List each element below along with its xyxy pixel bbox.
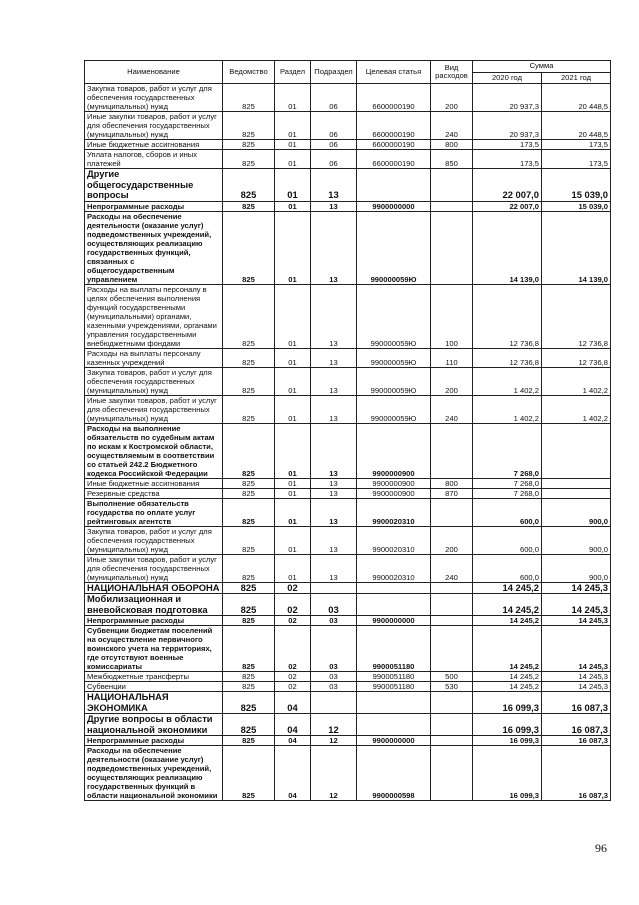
cell-razd: 02 [275,672,311,682]
cell-s2021: 173,5 [542,140,611,150]
table-row [85,582,611,594]
cell-s2020: 600,0 [473,554,542,582]
table-row [85,150,611,169]
cell-podr: 13 [311,169,357,202]
cell-razd: 01 [275,211,311,284]
header-2021: 2021 год [542,72,611,84]
cell-ved: 825 [223,284,275,348]
cell-s2021: 20 448,5 [542,112,611,140]
table-row [85,714,611,736]
cell-s2020: 14 245,2 [473,594,542,616]
cell-vr: 850 [431,150,473,169]
cell-s2020: 12 736,8 [473,284,542,348]
cell-podr: 13 [311,367,357,395]
cell-s2021: 14 245,3 [542,672,611,682]
cell-razd: 01 [275,284,311,348]
cell-vr [431,594,473,616]
cell-name: Резервные средства [85,488,223,498]
header-vid-raskhodov: Вид расходов [431,61,473,84]
table-row [85,211,611,284]
cell-ved: 825 [223,150,275,169]
cell-podr: 06 [311,140,357,150]
table-row [85,112,611,140]
cell-name: Мобилизационная и вневойсковая подготовка [85,594,223,616]
cell-name: Расходы на выполнение обязательств по судебным актам по искам к Костромской области, осуществляемым в соответствии со статьей 242.2 Бюджетного кодекса Российской Федерации [85,423,223,478]
cell-name: Расходы на обеспечение деятельности (оказание услуг) подведомственных учреждений, осуществляющих реализацию государственных функций в области национальной экономики [85,746,223,801]
cell-cs: 9900020310 [357,554,431,582]
cell-vr: 240 [431,554,473,582]
header-podrazdel: Подраздел [311,61,357,84]
cell-s2021: 14 245,3 [542,616,611,626]
cell-ved: 825 [223,746,275,801]
cell-name: Расходы на выплаты персоналу в целях обеспечения выполнения функций государственными (муниципальными) органами, казенными учреждениями, органами управления государственными внебюджетными фондами [85,284,223,348]
cell-podr: 03 [311,682,357,692]
cell-vr: 870 [431,488,473,498]
cell-razd: 04 [275,746,311,801]
cell-podr: 13 [311,488,357,498]
table-row [85,498,611,526]
budget-table [84,60,611,801]
cell-s2020: 1 402,2 [473,367,542,395]
cell-ved: 825 [223,594,275,616]
cell-cs: 6600000190 [357,150,431,169]
cell-cs [357,692,431,714]
cell-s2021 [542,488,611,498]
table-row [85,284,611,348]
table-row [85,746,611,801]
cell-podr: 12 [311,746,357,801]
cell-name: Иные закупки товаров, работ и услуг для обеспечения государственных (муниципальных) нужд [85,395,223,423]
cell-s2021: 16 087,3 [542,746,611,801]
cell-podr: 13 [311,201,357,211]
cell-vr: 800 [431,478,473,488]
table-row [85,84,611,112]
cell-s2021: 1 402,2 [542,395,611,423]
cell-s2021: 15 039,0 [542,169,611,202]
cell-razd: 04 [275,692,311,714]
cell-s2020: 20 937,3 [473,112,542,140]
header-vedomstvo: Ведомство [223,61,275,84]
cell-name: Иные закупки товаров, работ и услуг для обеспечения государственных (муниципальных) нужд [85,112,223,140]
cell-razd: 02 [275,682,311,692]
cell-vr [431,626,473,672]
cell-cs: 9900000900 [357,488,431,498]
cell-podr [311,582,357,594]
cell-s2020: 20 937,3 [473,84,542,112]
cell-s2020: 173,5 [473,150,542,169]
cell-s2020: 14 245,2 [473,582,542,594]
cell-podr: 13 [311,284,357,348]
cell-ved: 825 [223,112,275,140]
cell-razd: 01 [275,140,311,150]
cell-razd: 01 [275,526,311,554]
cell-podr: 03 [311,594,357,616]
cell-ved: 825 [223,672,275,682]
cell-ved: 825 [223,84,275,112]
cell-s2020: 16 099,3 [473,692,542,714]
cell-s2020: 22 007,0 [473,201,542,211]
cell-podr [311,692,357,714]
cell-podr: 06 [311,84,357,112]
cell-podr: 03 [311,616,357,626]
cell-name: Субвенции бюджетам поселений на осуществление первичного воинского учета на территориях, где отсутствуют военные комиссариаты [85,626,223,672]
cell-s2021: 14 245,3 [542,582,611,594]
cell-name: Иные закупки товаров, работ и услуг для обеспечения государственных (муниципальных) нужд [85,554,223,582]
cell-ved: 825 [223,348,275,367]
page-number: 96 [595,841,607,855]
cell-ved: 825 [223,736,275,746]
cell-razd: 01 [275,423,311,478]
cell-vr [431,582,473,594]
cell-vr [431,211,473,284]
cell-s2020: 16 099,3 [473,746,542,801]
cell-vr [431,714,473,736]
cell-razd: 01 [275,169,311,202]
cell-cs: 990000059Ю [357,284,431,348]
cell-vr: 500 [431,672,473,682]
cell-cs: 9900000900 [357,478,431,488]
cell-podr: 13 [311,526,357,554]
header-summa: Сумма [473,61,611,73]
cell-s2020: 14 245,2 [473,682,542,692]
cell-razd: 02 [275,594,311,616]
cell-ved: 825 [223,526,275,554]
cell-s2021: 14 245,3 [542,594,611,616]
cell-cs: 9900020310 [357,526,431,554]
cell-cs: 990000059Ю [357,348,431,367]
cell-cs [357,714,431,736]
cell-cs [357,169,431,202]
cell-s2020: 600,0 [473,498,542,526]
cell-vr [431,201,473,211]
cell-podr: 13 [311,348,357,367]
table-row [85,140,611,150]
cell-podr: 13 [311,211,357,284]
cell-ved: 825 [223,682,275,692]
cell-podr: 13 [311,498,357,526]
cell-razd: 01 [275,112,311,140]
cell-cs: 6600000190 [357,112,431,140]
table-row [85,626,611,672]
cell-ved: 825 [223,423,275,478]
cell-ved: 825 [223,367,275,395]
cell-vr: 200 [431,367,473,395]
cell-podr: 13 [311,395,357,423]
cell-vr: 240 [431,395,473,423]
cell-ved: 825 [223,626,275,672]
cell-razd: 04 [275,714,311,736]
cell-razd: 01 [275,498,311,526]
cell-vr: 200 [431,526,473,554]
table-row [85,736,611,746]
table-row [85,367,611,395]
cell-cs: 990000059Ю [357,395,431,423]
cell-s2020: 7 268,0 [473,423,542,478]
cell-ved: 825 [223,488,275,498]
cell-cs: 9900000000 [357,616,431,626]
cell-razd: 01 [275,478,311,488]
cell-s2020: 12 736,8 [473,348,542,367]
cell-vr [431,736,473,746]
cell-s2020: 173,5 [473,140,542,150]
header-name: Наименование [85,61,223,84]
cell-name: Иные бюджетные ассигнования [85,140,223,150]
cell-razd: 01 [275,201,311,211]
cell-razd: 01 [275,395,311,423]
cell-cs: 9900051180 [357,682,431,692]
cell-cs: 9900000000 [357,201,431,211]
table-row [85,554,611,582]
cell-ved: 825 [223,714,275,736]
cell-cs: 990000059Ю [357,367,431,395]
cell-vr: 100 [431,284,473,348]
cell-podr: 06 [311,112,357,140]
cell-name: НАЦИОНАЛЬНАЯ ОБОРОНА [85,582,223,594]
cell-vr [431,746,473,801]
cell-s2021: 900,0 [542,498,611,526]
cell-s2021: 14 245,3 [542,682,611,692]
cell-podr: 12 [311,736,357,746]
cell-ved: 825 [223,140,275,150]
cell-cs: 6600000190 [357,140,431,150]
table-row [85,672,611,682]
cell-vr [431,692,473,714]
cell-ved: 825 [223,554,275,582]
cell-ved: 825 [223,582,275,594]
header-tselevaya-statya: Целевая статья [357,61,431,84]
cell-cs [357,594,431,616]
cell-name: Субвенции [85,682,223,692]
header-row [85,61,611,73]
cell-cs: 990000059Ю [357,211,431,284]
cell-s2021: 16 087,3 [542,692,611,714]
cell-ved: 825 [223,478,275,488]
cell-cs: 9900020310 [357,498,431,526]
cell-razd: 01 [275,150,311,169]
cell-name: Другие вопросы в области национальной экономики [85,714,223,736]
cell-ved: 825 [223,395,275,423]
cell-cs: 9900051180 [357,672,431,682]
table-row [85,201,611,211]
cell-ved: 825 [223,201,275,211]
cell-name: Иные бюджетные ассигнования [85,478,223,488]
cell-cs: 9900000598 [357,746,431,801]
cell-s2021: 15 039,0 [542,201,611,211]
cell-razd: 02 [275,616,311,626]
cell-s2020: 14 245,2 [473,616,542,626]
cell-podr: 12 [311,714,357,736]
cell-podr: 03 [311,626,357,672]
cell-vr: 240 [431,112,473,140]
cell-s2021: 900,0 [542,554,611,582]
cell-name: Непрограммные расходы [85,616,223,626]
cell-s2021: 20 448,5 [542,84,611,112]
table-body [85,84,611,801]
cell-s2020: 1 402,2 [473,395,542,423]
cell-s2021: 1 402,2 [542,367,611,395]
cell-s2020: 7 268,0 [473,478,542,488]
cell-razd: 04 [275,736,311,746]
document-page [84,60,610,801]
cell-vr: 110 [431,348,473,367]
table-row [85,526,611,554]
cell-name: Закупка товаров, работ и услуг для обеспечения государственных (муниципальных) нужд [85,84,223,112]
cell-s2020: 600,0 [473,526,542,554]
cell-ved: 825 [223,169,275,202]
cell-name: Закупка товаров, работ и услуг для обеспечения государственных (муниципальных) нужд [85,526,223,554]
cell-s2020: 14 245,2 [473,626,542,672]
cell-vr: 530 [431,682,473,692]
table-row [85,423,611,478]
cell-name: Выполнение обязательств государства по оплате услуг рейтинговых агентств [85,498,223,526]
table-row [85,348,611,367]
cell-ved: 825 [223,498,275,526]
table-row [85,682,611,692]
table-row [85,692,611,714]
cell-vr: 200 [431,84,473,112]
header-razdel: Раздел [275,61,311,84]
cell-s2021: 900,0 [542,526,611,554]
cell-s2020: 22 007,0 [473,169,542,202]
cell-s2021: 14 139,0 [542,211,611,284]
cell-s2020: 16 099,3 [473,736,542,746]
cell-s2020: 14 245,2 [473,672,542,682]
table-row [85,478,611,488]
cell-podr: 06 [311,150,357,169]
cell-s2021: 16 087,3 [542,736,611,746]
cell-podr: 13 [311,423,357,478]
table-row [85,169,611,202]
cell-s2021: 173,5 [542,150,611,169]
cell-vr [431,423,473,478]
cell-cs: 6600000190 [357,84,431,112]
cell-name: Расходы на выплаты персоналу казенных учреждений [85,348,223,367]
cell-s2020: 16 099,3 [473,714,542,736]
table-row [85,395,611,423]
cell-razd: 01 [275,348,311,367]
cell-cs: 9900000900 [357,423,431,478]
cell-s2021 [542,423,611,478]
cell-vr: 800 [431,140,473,150]
cell-name: Закупка товаров, работ и услуг для обеспечения государственных (муниципальных) нужд [85,367,223,395]
cell-name: Расходы на обеспечение деятельности (оказание услуг) подведомственных учреждений, осуществляющих реализацию государственных функций, связанных с общегосударственным управлением [85,211,223,284]
cell-razd: 02 [275,582,311,594]
cell-name: НАЦИОНАЛЬНАЯ ЭКОНОМИКА [85,692,223,714]
cell-ved: 825 [223,616,275,626]
table-row [85,616,611,626]
cell-vr [431,169,473,202]
cell-ved: 825 [223,692,275,714]
cell-vr [431,616,473,626]
cell-name: Межбюджетные трансферты [85,672,223,682]
cell-name: Непрограммные расходы [85,201,223,211]
cell-s2021: 16 087,3 [542,714,611,736]
cell-s2021: 12 736,8 [542,348,611,367]
cell-razd: 01 [275,367,311,395]
cell-name: Уплата налогов, сборов и иных платежей [85,150,223,169]
cell-ved: 825 [223,211,275,284]
cell-cs [357,582,431,594]
cell-podr: 13 [311,554,357,582]
cell-s2020: 14 139,0 [473,211,542,284]
cell-name: Другие общегосударственные вопросы [85,169,223,202]
cell-name: Непрограммные расходы [85,736,223,746]
cell-s2020: 7 268,0 [473,488,542,498]
cell-razd: 02 [275,626,311,672]
table-row [85,488,611,498]
cell-cs: 9900051180 [357,626,431,672]
cell-razd: 01 [275,84,311,112]
cell-razd: 01 [275,554,311,582]
cell-razd: 01 [275,488,311,498]
header-2020: 2020 год [473,72,542,84]
cell-podr: 03 [311,672,357,682]
cell-podr: 13 [311,478,357,488]
cell-s2021: 12 736,8 [542,284,611,348]
cell-vr [431,498,473,526]
cell-s2021: 14 245,3 [542,626,611,672]
cell-s2021 [542,478,611,488]
cell-cs: 9900000000 [357,736,431,746]
table-row [85,594,611,616]
